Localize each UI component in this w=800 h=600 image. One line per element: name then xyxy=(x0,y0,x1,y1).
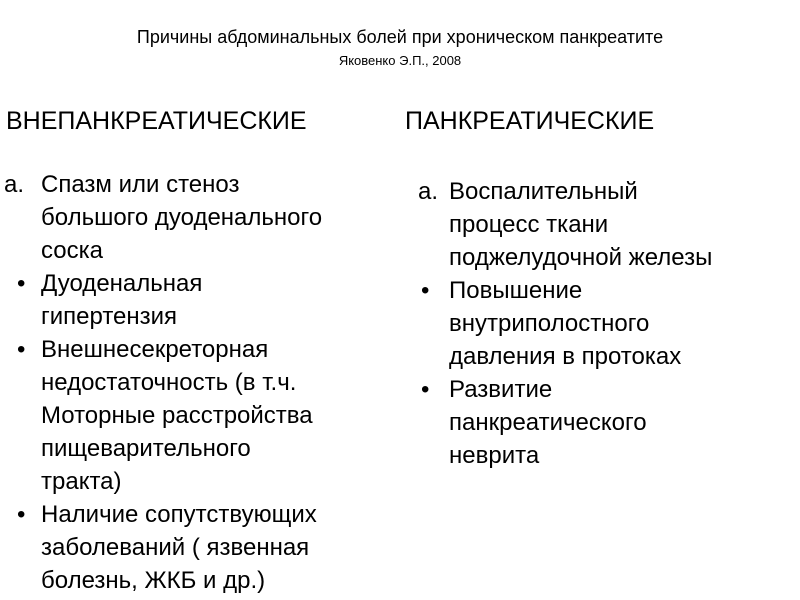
left-column-heading: ВНЕПАНКРЕАТИЧЕСКИЕ xyxy=(6,107,307,135)
list-item xyxy=(4,498,399,597)
list-item-text: Дуоденальная гипертензия xyxy=(41,270,203,330)
list-item-text: Наличие сопутствующих заболеваний ( язвенная болезнь, ЖКБ и др.) xyxy=(41,501,317,594)
slide-subtitle: Яковенко Э.П., 2008 xyxy=(338,53,462,68)
right-column-list xyxy=(418,175,800,472)
list-item xyxy=(418,373,800,472)
bullet-marker: • xyxy=(17,501,26,528)
list-item-text: Воспалительный процесс ткани поджелудочной железы xyxy=(449,178,713,271)
list-item-text: Повышение внутриполостного давления в протоках xyxy=(449,277,682,370)
list-item xyxy=(418,175,800,274)
list-item-text: Развитие панкреатического неврита xyxy=(449,376,647,469)
list-marker: а. xyxy=(418,178,439,205)
list-marker: а. xyxy=(4,171,25,198)
bullet-marker: • xyxy=(421,277,430,304)
left-column-list xyxy=(4,168,399,597)
bullet-marker: • xyxy=(17,336,26,363)
list-item-text: Внешнесекреторная недостаточность (в т.ч. Моторные расстройства пищеварительного тракта) xyxy=(41,336,313,495)
slide-title: Причины абдоминальных болей при хроническом панкреатите xyxy=(136,27,664,47)
list-item xyxy=(418,274,800,373)
bullet-marker: • xyxy=(421,376,430,403)
list-item-text: Спазм или стеноз большого дуоденального соска xyxy=(41,171,323,264)
list-item xyxy=(4,267,399,333)
right-column-heading: ПАНКРЕАТИЧЕСКИЕ xyxy=(405,107,655,135)
list-item xyxy=(4,333,399,498)
list-item xyxy=(4,168,399,267)
bullet-marker: • xyxy=(17,270,26,297)
